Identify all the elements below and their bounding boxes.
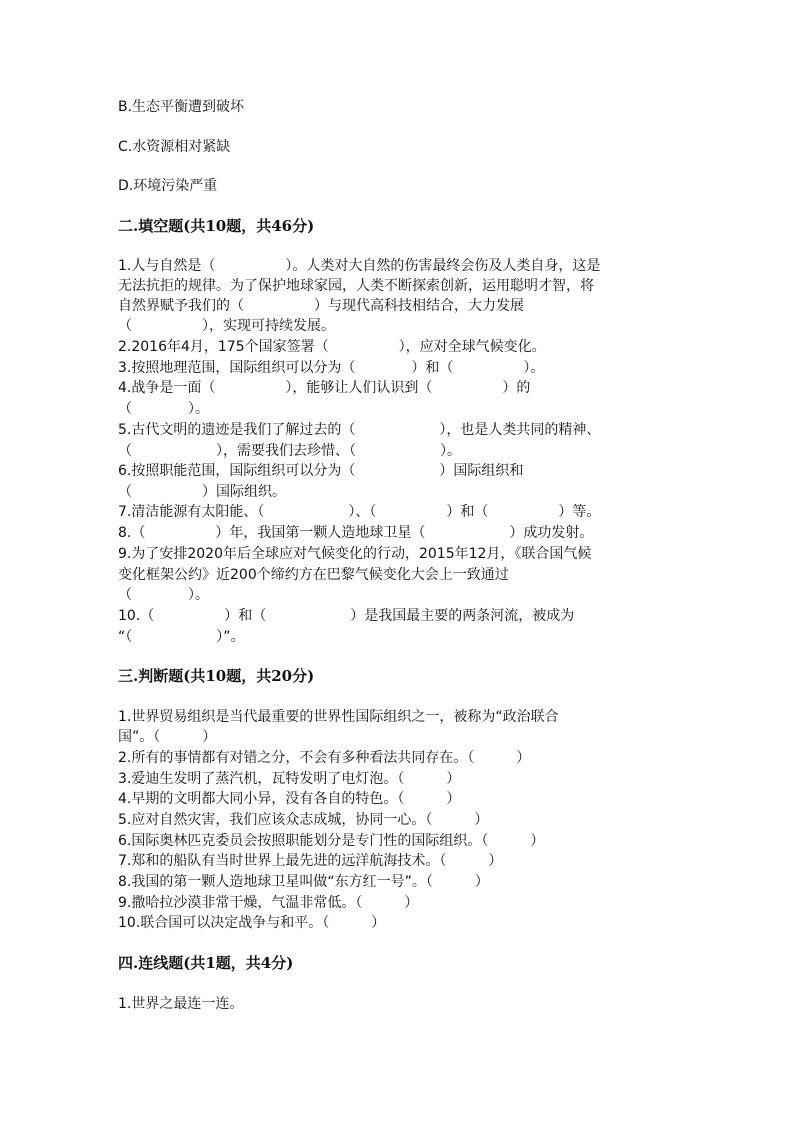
fill-line: 10.（ ）和（ ）是我国最主要的两条河流，被成为 <box>118 608 575 624</box>
fill-line: 1.人与自然是（ ）。人类对大自然的伤害最终会伤及人类自身，这是 <box>118 258 601 274</box>
fill-line: 变化框架公约》近200个缔约方在巴黎气候变化大会上一致通过 <box>118 567 509 583</box>
fill-line: （ ）国际组织。 <box>118 484 286 500</box>
judge-line: 7.郑和的船队有当时世界上最先进的远洋航海技术。（ ） <box>118 853 503 869</box>
option-d: D.环境污染严重 <box>118 178 218 194</box>
fill-line: 4.战争是一面（ ），能够让人们认识到（ ）的 <box>118 380 531 396</box>
judge-line: 2.所有的事情都有对错之分，不会有多种看法共同存在。（ ） <box>118 750 531 766</box>
judge-line: 3.爱迪生发明了蒸汽机，瓦特发明了电灯泡。（ ） <box>118 771 461 787</box>
fill-line: 3.按照地理范围，国际组织可以分为（ ）和（ ）。 <box>118 360 545 376</box>
judge-line: 国”。（ ） <box>118 729 217 745</box>
judge-line: 6.国际奥林匹克委员会按照职能划分是专门性的国际组织。（ ） <box>118 833 545 849</box>
fill-line: 6.按照职能范围，国际组织可以分为（ ）国际组织和 <box>118 463 524 479</box>
judge-line: 8.我国的第一颗人造地球卫星叫做“东方红一号”。（ ） <box>118 874 489 890</box>
judge-line: 4.早期的文明都大同小异，没有各自的特色。（ ） <box>118 791 461 807</box>
judge-line: 9.撒哈拉沙漠非常干燥，气温非常低。（ ） <box>118 895 419 911</box>
fill-line: （ ），需要我们去珍惜、（ ）。 <box>118 443 461 459</box>
fill-line: 2.2016年4月，175个国家签署（ ），应对全球气候变化。 <box>118 339 546 355</box>
fill-line: 5.古代文明的遗迹是我们了解过去的（ ），也是人类共同的精神、 <box>118 422 601 438</box>
section-heading-fill-in: 二.填空题(共10题，共46分) <box>118 217 315 235</box>
fill-line: （ ）。 <box>118 587 209 603</box>
fill-line: 8.（ ）年，我国第一颗人造地球卫星（ ）成功发射。 <box>118 525 594 541</box>
fill-line: “（ ）”。 <box>118 629 245 645</box>
matching-line: 1.世界之最连一连。 <box>118 996 244 1012</box>
fill-line: 7.清洁能源有太阳能、（ ）、（ ）和（ ）等。 <box>118 504 601 520</box>
section-heading-matching: 四.连线题(共1题，共4分) <box>118 954 294 972</box>
fill-line: 无法抗拒的规律。为了保护地球家园，人类不断探索创新，运用聪明才智，将 <box>118 278 594 294</box>
judge-line: 5.应对自然灾害，我们应该众志成城，协同一心。（ ） <box>118 812 489 828</box>
judge-line: 1.世界贸易组织是当代最重要的世界性国际组织之一，被称为“政治联合 <box>118 709 559 725</box>
option-c: C.水资源相对紧缺 <box>118 139 231 155</box>
option-b: B.生态平衡遭到破坏 <box>118 99 245 115</box>
fill-line: 9.为了安排2020年后全球应对气候变化的行动，2015年12月，《联合国气候 <box>118 546 592 562</box>
section-heading-true-false: 三.判断题(共10题，共20分) <box>118 667 315 685</box>
fill-line: 自然界赋予我们的（ ）与现代高科技相结合，大力发展 <box>118 298 524 314</box>
fill-line: （ ）。 <box>118 401 209 417</box>
judge-line: 10.联合国可以决定战争与和平。（ ） <box>118 915 386 931</box>
fill-line: （ ），实现可持续发展。 <box>118 318 335 334</box>
